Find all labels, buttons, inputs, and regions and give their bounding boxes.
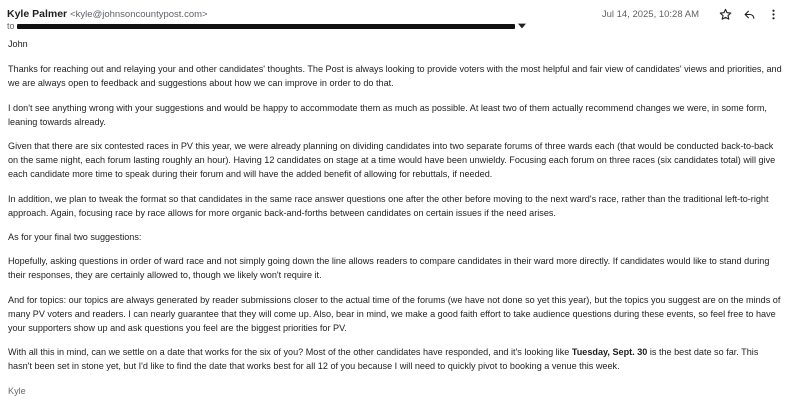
paragraph-6: Hopefully, asking questions in order of ward race and not simply going down the line allows readers to compare candidates in their ward more directly. If candidates would like to stand during their responses, they are certainly allowed to, though we likely won't require it. (8, 256, 770, 281)
paragraph-1: Thanks for reaching out and relaying your and other candidates' thoughts. The Post is always looking to provide voters with the most helpful and fair view of candidates' views and priorities, and we are always open to feedback and suggestions about how we can improve in order to do that. (8, 64, 782, 89)
to-label: to (7, 20, 15, 31)
paragraph-3: Given that there are six contested races in PV this year, we were already planning on dividing candidates into two separate forums of three wards each (that would be conducted back-to-back on the same night, each forum lasting roughly an hour). Having 12 candidates on stage at a time would have been unwieldy. Focusing each forum on three races (six candidates total) will give each candidate more time to speak during their forum and will have the added benefit of allowing for rebuttals, if needed. (8, 141, 776, 180)
redacted-recipients (17, 24, 515, 29)
message-body (8, 37, 784, 408)
reply-icon[interactable] (739, 6, 759, 22)
paragraph-2: I don't see anything wrong with your suggestions and would be happy to accommodate them as much as possible. At least two of them actually recommend changes we were, in some form, leaning towards already. (8, 102, 767, 127)
chevron-down-icon[interactable] (517, 21, 527, 31)
paragraph-8 (8, 345, 784, 373)
message-date: Jul 14, 2025, 10:28 AM (601, 8, 699, 20)
greeting: John (8, 39, 28, 49)
recipients-line (7, 20, 527, 31)
sender-name[interactable]: Kyle Palmer (7, 8, 68, 20)
paragraph-4: In addition, we plan to tweak the format so that candidates in the same race answer questions one after the other before moving to the next ward's race, rather than the traditional left-to-right approach. Again, focusing race by race allows for more organic back-and-forths between candidates on certain issues if the need arises. (8, 193, 769, 218)
signature: Kyle (8, 385, 26, 396)
star-icon[interactable] (715, 6, 735, 22)
paragraph-8-end: is the best date so far. This hasn't been set in stone yet, but I'd like to find the date that works best for all 12 of you because I will need to quickly pivot to booking a venue this week. (8, 347, 759, 372)
proposed-date: Tuesday, Sept. 30 (571, 347, 648, 358)
paragraph-5: As for your final two suggestions: (8, 232, 142, 243)
more-vert-icon[interactable] (763, 6, 783, 22)
paragraph-7: And for topics: our topics are always generated by reader submissions closer to the actual time of the forums (we have not done so yet this year), but the topics you suggest are on the minds of many PV voters and readers. I can nearly guarantee that they will come up. Also, bear in mind, we make a good faith effort to take audience questions during these events, so feel free to have your supporters show up and ask questions you feel are the biggest priorities for PV. (8, 294, 781, 334)
paragraph-8-start: With all this in mind, can we settle on a date that works for the six of you? Most of the other candidates have responded, and it's looking like (8, 347, 572, 358)
sender-email: <kyle@johnsoncountypost.com> (70, 8, 208, 20)
